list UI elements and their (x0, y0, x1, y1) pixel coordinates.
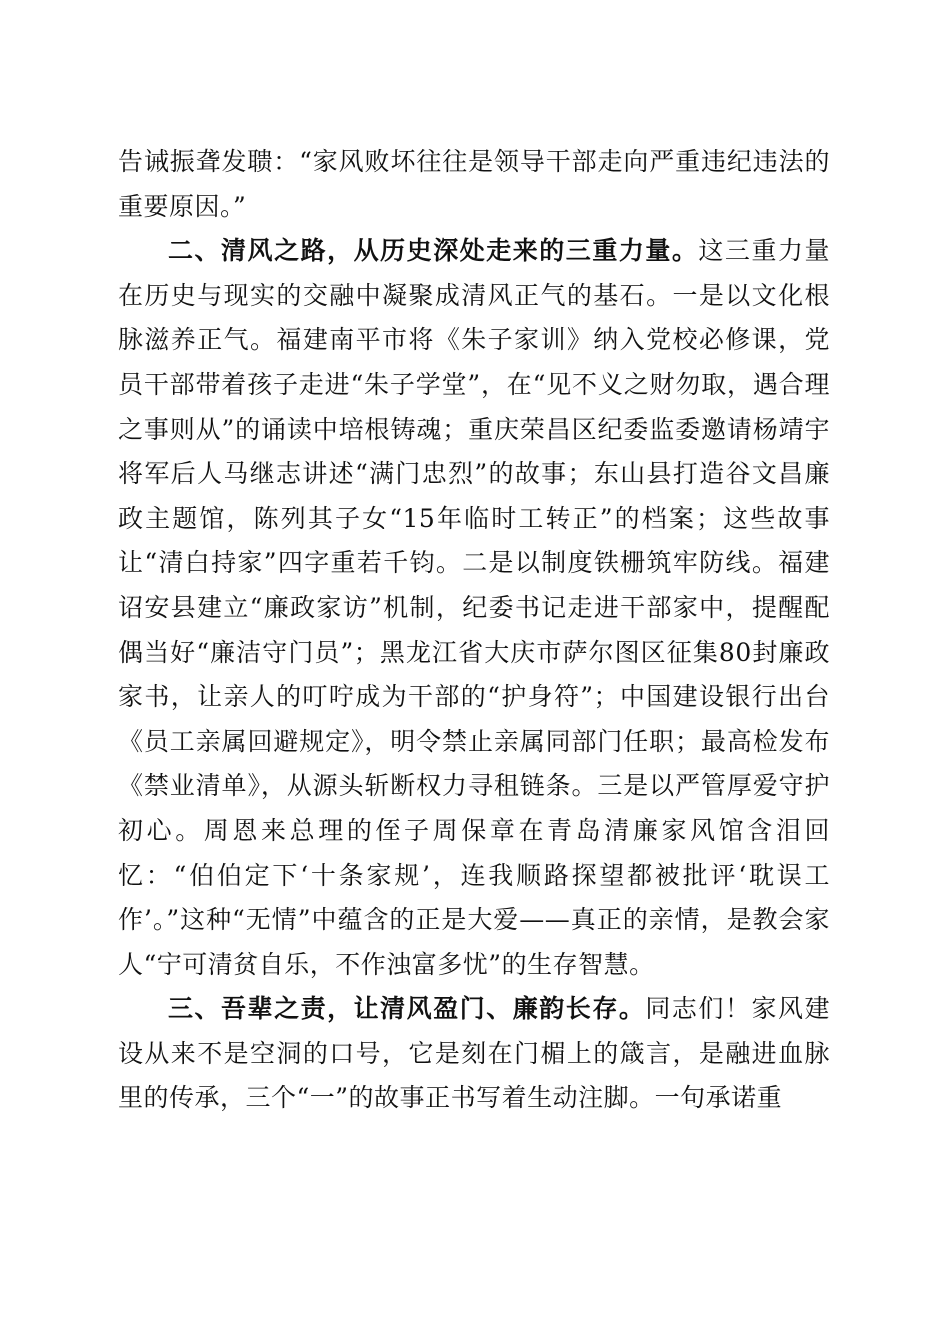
paragraph-text: 这三重力量在历史与现实的交融中凝聚成清风正气的基石。一是以文化根脉滋养正气。福建南平市将《朱子家训》纳入党校必修课，党员干部带着孩子走进“朱子学堂”，在“见不义之财勿取，遇合理之事则从”的诵读中培根铸魂；重庆荣昌区纪委监委邀请杨靖宇将军后人马继志讲述“满门忠烈”的故事；东山县打造谷文昌廉政主题馆，陈列其子女“15年临时工转正”的档案；这些故事让“清白持家”四字重若千钧。二是以制度铁栅筑牢防线。福建诏安县建立“廉政家访”机制，纪委书记走进干部家中，提醒配偶当好“廉洁守门员”；黑龙江省大庆市萨尔图区征集80封廉政家书，让亲人的叮咛成为干部的“护身符”；中国建设银行出台《员工亲属回避规定》，明令禁止亲属同部门任职；最高检发布《禁业清单》，从源头斩断权力寻租链条。三是以严管厚爱守护初心。周恩来总理的侄子周保章在青岛清廉家风馆含泪回忆：“伯伯定下‘十条家规’，连我顺路探望都被批评‘耽误工作’。”这种“无情”中蕴含的正是大爱——真正的亲情，是教会家人“宁可清贫自乐，不作浊富多忧”的生存智慧。 (118, 236, 830, 979)
paragraph-continuation (118, 140, 830, 229)
paragraph-text: 告诫振聋发聩：“家风败坏往往是领导干部走向严重违纪违法的重要原因。” (118, 147, 830, 221)
document-body (118, 140, 830, 1121)
paragraph-section-three (118, 987, 830, 1121)
section-heading: 二、清风之路，从历史深处走来的三重力量。 (168, 236, 699, 266)
paragraph-text: 同志们！家风建设从来不是空洞的口号，它是刻在门楣上的箴言，是融进血脉里的传承，三个“一”的故事正书写着生动注脚。一句承诺重 (118, 994, 830, 1113)
section-heading: 三、吾辈之责，让清风盈门、廉韵长存。 (168, 994, 646, 1024)
paragraph-section-two (118, 229, 830, 987)
